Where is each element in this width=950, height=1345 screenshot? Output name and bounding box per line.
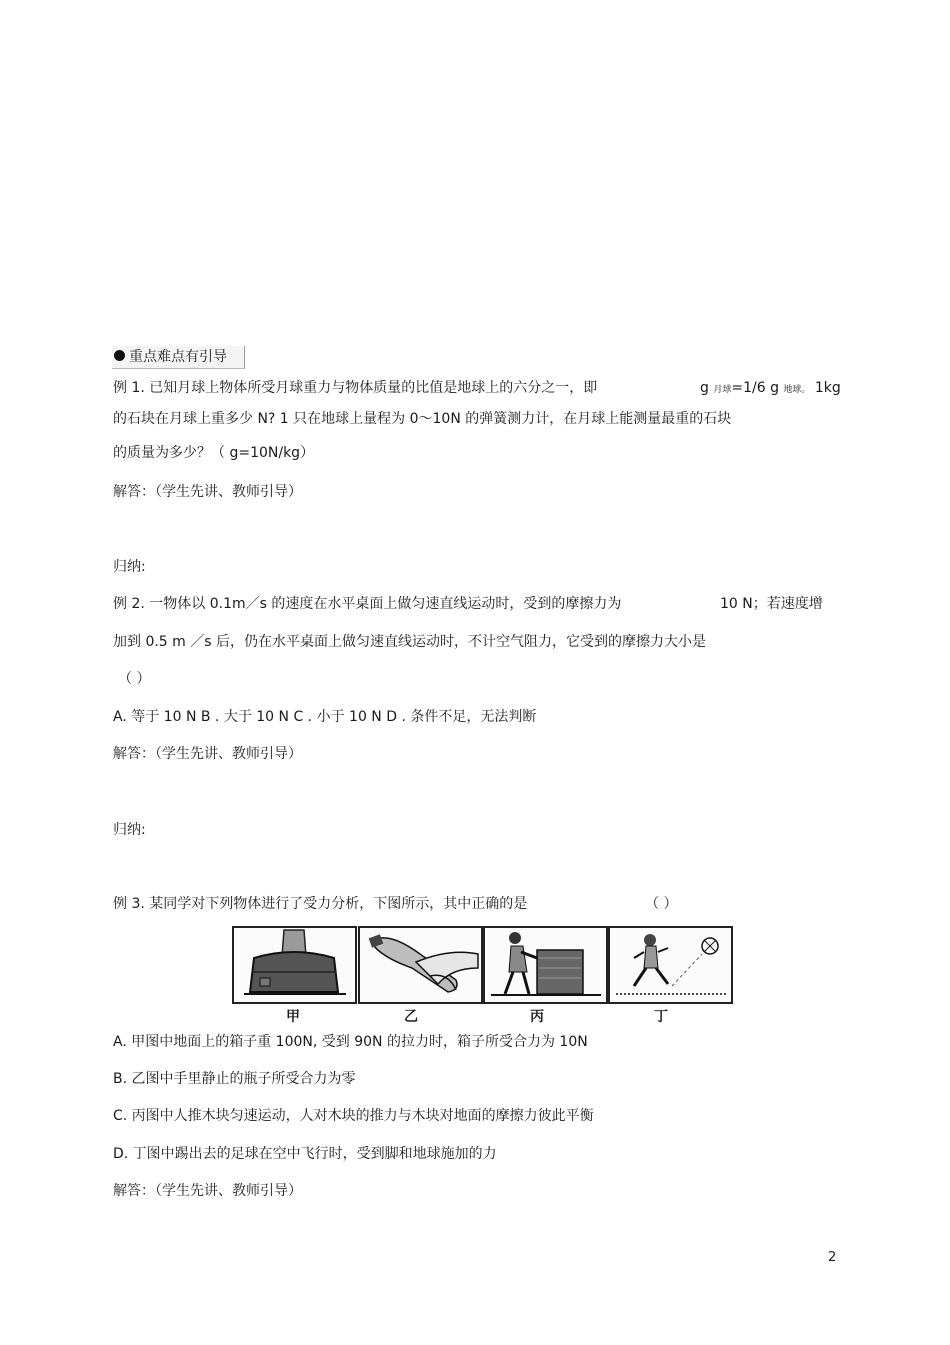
ex1-formula-mid: =1/6 g bbox=[731, 380, 779, 396]
ex1-line1-text: 例 1. 已知月球上物体所受月球重力与物体质量的比值是地球上的六分之一，即 bbox=[113, 380, 598, 396]
figure-bing bbox=[483, 926, 608, 1004]
ex1-formula bbox=[700, 378, 841, 400]
figure-label-yi: 乙 bbox=[404, 1009, 418, 1025]
ex1-line2: 的石块在月球上重多少 N? 1 只在地球上量程为 0～10N 的弹簧测力计，在月球上能测量最重的石块 bbox=[113, 411, 732, 427]
ex3-line1: 例 3. 某同学对下列物体进行了受力分析，下图所示，其中正确的是 bbox=[113, 896, 528, 912]
ex2-line1: 例 2. 一物体以 0.1m／s 的速度在水平桌面上做匀速直线运动时，受到的摩擦力为 bbox=[113, 596, 622, 612]
section-header bbox=[112, 346, 245, 369]
figure-label-jia: 甲 bbox=[286, 1009, 300, 1025]
ex2-line1-tail: 10 N；若速度增 bbox=[720, 596, 823, 612]
ex3-bracket: （ ） bbox=[645, 896, 678, 912]
ex1-formula-sub-earth: 地球。 bbox=[783, 385, 811, 395]
ex3-option-b: B. 乙图中手里静止的瓶子所受合力为零 bbox=[113, 1071, 356, 1087]
box-with-hand-illustration bbox=[234, 928, 355, 1002]
figure-jia bbox=[232, 926, 357, 1004]
ex1-formula-g: g bbox=[700, 380, 709, 396]
ex2-options: A. 等于 10 N B . 大于 10 N C . 小于 10 N D . 条件不足，无法判断 bbox=[113, 709, 537, 725]
ex3-option-c: C. 丙图中人推木块匀速运动，人对木块的推力与木块对地面的摩擦力彼此平衡 bbox=[113, 1108, 594, 1124]
ex2-answer: 解答：（学生先讲、教师引导） bbox=[113, 746, 302, 762]
bullet-icon bbox=[114, 350, 125, 361]
ex1-summary: 归纳: bbox=[113, 559, 146, 575]
ex3-answer: 解答：（学生先讲、教师引导） bbox=[113, 1183, 302, 1199]
ex1-formula-tail: 1kg bbox=[814, 380, 841, 396]
ex2-summary: 归纳: bbox=[113, 822, 146, 838]
ex1-formula-sub-moon: 月球 bbox=[713, 385, 732, 395]
ex3-option-a: A. 甲图中地面上的箱子重 100N, 受到 90N 的拉力时，箱子所受合力为 10N bbox=[113, 1034, 588, 1050]
figure-ding bbox=[608, 926, 733, 1004]
section-title: 重点难点有引导 bbox=[129, 349, 227, 365]
page-number: 2 bbox=[828, 1250, 837, 1265]
figure-label-bing: 丙 bbox=[530, 1009, 544, 1025]
figure-label-ding: 丁 bbox=[654, 1009, 668, 1025]
ex1-answer: 解答：（学生先讲、教师引导） bbox=[113, 484, 302, 500]
ex2-line2: 加到 0.5 m ／s 后，仍在水平桌面上做匀速直线运动时，不计空气阻力，它受到的摩擦力大小是 bbox=[113, 634, 706, 650]
person-pushing-block-illustration bbox=[485, 928, 606, 1002]
hand-holding-bottle-illustration bbox=[360, 928, 481, 1002]
ex2-bracket: （ ） bbox=[118, 671, 151, 687]
ex1-line3: 的质量为多少？（ g=10N/kg） bbox=[113, 445, 315, 461]
ex1-line1 bbox=[113, 378, 597, 398]
figure-yi bbox=[358, 926, 483, 1004]
ex3-option-d: D. 丁图中踢出去的足球在空中飞行时，受到脚和地球施加的力 bbox=[113, 1146, 497, 1162]
boy-kicking-ball-illustration bbox=[610, 928, 731, 1002]
